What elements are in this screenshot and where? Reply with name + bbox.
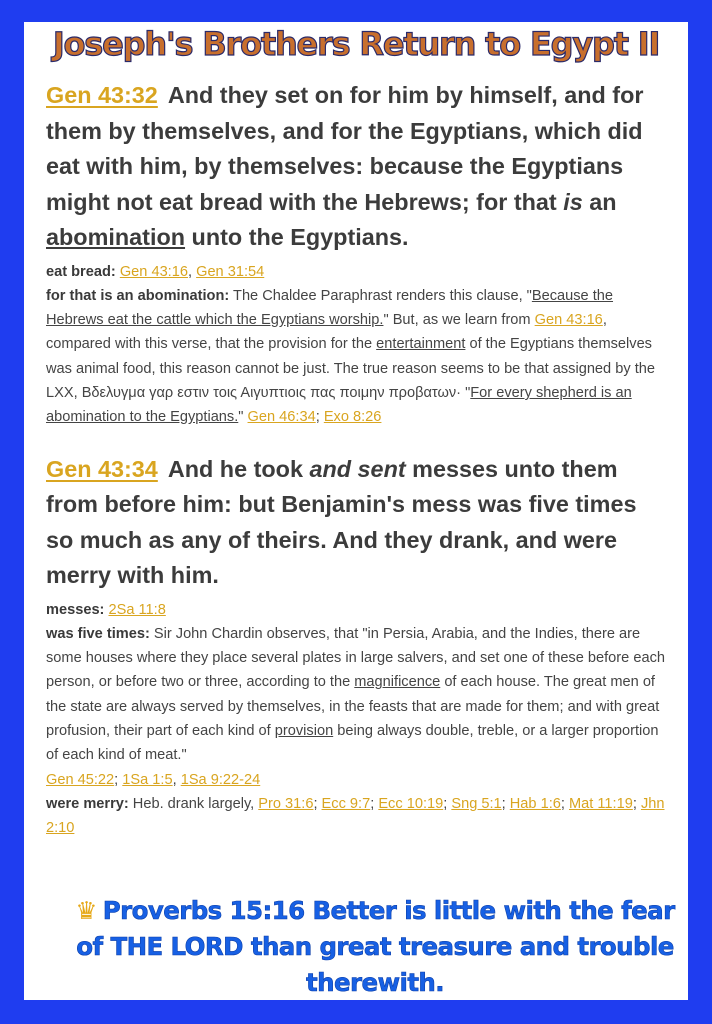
note-label: was five times: [46, 625, 150, 642]
note-text: " [238, 409, 248, 426]
crown-icon: ♛ [75, 896, 97, 925]
note-label: eat bread: [46, 263, 116, 280]
note-text: of each house. The great men of the state are always served by themselves, in the feasts that are made for them; and with great profusion, their part of each kind of [46, 674, 660, 740]
underlined-word: entertainment [376, 336, 466, 353]
ref-link[interactable]: Gen 43:16 [534, 312, 603, 329]
verse-italic: is [563, 188, 583, 215]
commentary-body [46, 78, 670, 841]
note-text: Sir John Chardin observes, that "in Persia, Arabia, and the Indies, there are some houses where they place several plates in large salvers, and set one of these before each person, or before two or three, according to the [46, 625, 665, 691]
note-text: of the Egyptians themselves was animal food, this reason cannot be just. The true reason seems to be that assigned by the LXX, Βδελυγμα γαρ εστιν τοις Αιγυπτιοις πας ποιμην προβατων· " [46, 336, 655, 401]
note-label: for that is an abomination: [46, 287, 230, 304]
note-eat-bread: eat bread: Gen 43:16, Gen 31:54 [46, 263, 265, 280]
proverb-callout [60, 893, 690, 1001]
note-label: messes: [46, 601, 105, 618]
ref-link[interactable]: 1Sa 9:22-24 [180, 771, 261, 788]
verse-text: an [582, 188, 617, 215]
note-five-times: was five times: Sir John Chardin observes, that "in Persia, Arabia, and the Indies, there are some houses where they place several plates in large salvers, and set one of these before each person, or before two or three, according to the magnificence of each house. The great men of the state are always served by themselves, in the feasts that are made for them; and with great profusion, their part of each kind of provision being always double, treble, or a larger proportion of each kind of meat." Gen 45:22; 1Sa 1:5, 1Sa 9:22-24 [46, 625, 665, 788]
verse-ref-link[interactable]: Gen 43:34 [46, 455, 158, 482]
ref-link[interactable]: 2Sa 11:8 [108, 601, 166, 618]
verse-text: unto the Egyptians. [185, 224, 409, 250]
note-label: were merry: [46, 795, 129, 812]
underlined-word: magnificence [354, 674, 441, 691]
note-text: , compared with this verse, that the provision for the [46, 312, 607, 353]
ref-link[interactable]: Jhn 2:10 [46, 795, 665, 837]
proverb-text: Proverbs 15:16 Better is little with the fear of THE LORD than great treasure and trouble therewith. [76, 896, 675, 997]
note-text: being always double, treble, or a larger proportion of each kind of meat." [46, 723, 659, 764]
verse-text: And he took [167, 455, 310, 482]
ref-link[interactable]: Gen 46:34 [247, 409, 316, 426]
underlined-word: abomination [46, 224, 186, 250]
ref-link[interactable]: Hab 1:6 [509, 795, 561, 812]
note-text: " But, as we learn from [383, 312, 535, 329]
ref-link[interactable]: Ecc 9:7 [321, 795, 371, 812]
ref-link[interactable]: Gen 43:16 [119, 263, 188, 280]
ref-link[interactable]: Sng 5:1 [451, 795, 502, 812]
underlined-quote: Because the Hebrews eat the cattle which the Egyptians worship. [46, 287, 614, 329]
ref-link[interactable]: Pro 31:6 [258, 795, 314, 812]
verse-gen-43-32 [46, 78, 670, 256]
notes-gen-43-34 [46, 598, 670, 841]
ref-link[interactable]: Mat 11:19 [569, 795, 633, 812]
note-messes [46, 598, 670, 622]
ref-link[interactable]: Exo 8:26 [323, 409, 382, 426]
underlined-quote: For every shepherd is an abomination to the Egyptians. [46, 384, 632, 426]
ref-link[interactable]: Gen 45:22 [46, 771, 115, 788]
note-text: The Chaldee Paraphrast renders this clause, " [229, 287, 532, 304]
note-abomination: for that is an abomination: The Chaldee Paraphrast renders this clause, "Because the Hebrews eat the cattle which the Egyptians worship." But, as we learn from Gen 43:16, compared with this verse, that the provision for the entertainment of the Egyptians themselves was animal food, this reason cannot be just. The true reason seems to be that assigned by the LXX, Βδελυγμα γαρ εστιν τοις Αιγυπτιοις πας ποιμην προβατων· "For every shepherd is an abomination to the Egyptians." Gen 46:34; Exo 8:26 [46, 287, 655, 426]
verse-text: messes unto them from before him: but Benjamin's mess was five times so much as any of theirs. And they drank, and were merry with him. [46, 455, 637, 589]
ref-link[interactable]: Ecc 10:19 [378, 795, 444, 812]
ref-link[interactable]: 1Sa 1:5 [122, 771, 173, 788]
note-text: Heb. drank largely, [128, 795, 259, 812]
page-title: Joseph's Brothers Return to Egypt II [52, 25, 660, 63]
verse-italic: and sent [309, 455, 406, 482]
verse-ref-link[interactable]: Gen 43:32 [46, 82, 158, 108]
notes-gen-43-32 [46, 260, 670, 430]
underlined-word: provision [274, 723, 334, 740]
note-merry: were merry: Heb. drank largely, Pro 31:6; Ecc 9:7; Ecc 10:19; Sng 5:1; Hab 1:6; Mat 11:19; Jhn 2:10 [46, 795, 665, 837]
verse-gen-43-34 [46, 452, 670, 594]
ref-link[interactable]: Gen 31:54 [196, 263, 265, 280]
verse-text: And they set on for him by himself, and for them by themselves, and for the Egyptians, which did eat with him, by themselves: because the Egyptians might not eat bread with the Hebrews; for that [46, 82, 644, 215]
